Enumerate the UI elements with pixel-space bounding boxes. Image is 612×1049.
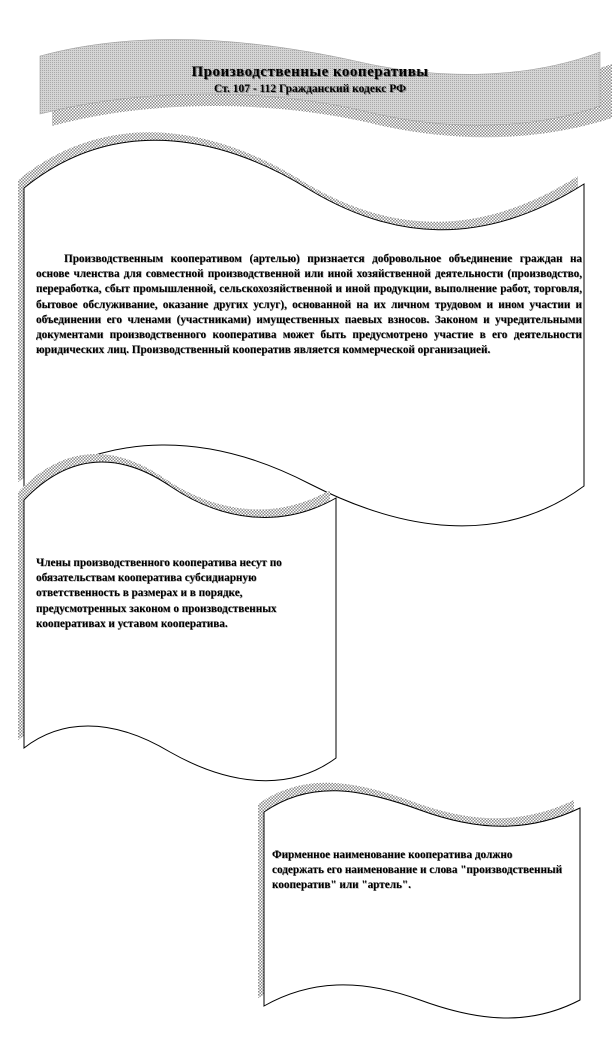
page-subtitle: Ст. 107 - 112 Гражданский кодекс РФ: [214, 83, 406, 95]
page-title: Производственные кооперативы: [191, 64, 429, 80]
definition-text: Производственным кооперативом (артелью) признается добровольное объединение граждан на основе членства для совместной производственной или иной хозяйственной деятельности (производство, переработка, сбыт промышленной, сельскохозяйственной и иной продукции, выполнение работ, торговля, бытовое обслуживание, оказание других услуг), основанной на их личном трудовом и ином участии и объединении его членами (участниками) имущественных паевых взносов. Законом и учредительными документами производственного кооператива может быть предусмотрено участие в его деятельности юридических лиц. Производственный кооператив является коммерческой организацией.: [36, 253, 582, 357]
wave-block-right: [258, 783, 580, 1018]
company-name-text: Фирменное наименование кооператива должно содержать его наименование и слова "производственный кооператив" или "артель".: [272, 849, 563, 892]
title-block: [100, 62, 520, 97]
liability-text: Члены производственного кооператива несут по обязательствам кооператива субсидиарную ответственность в размерах и в порядке, предусмотренных законом о производственных кооперативах и уставом кооператива.: [36, 557, 282, 630]
